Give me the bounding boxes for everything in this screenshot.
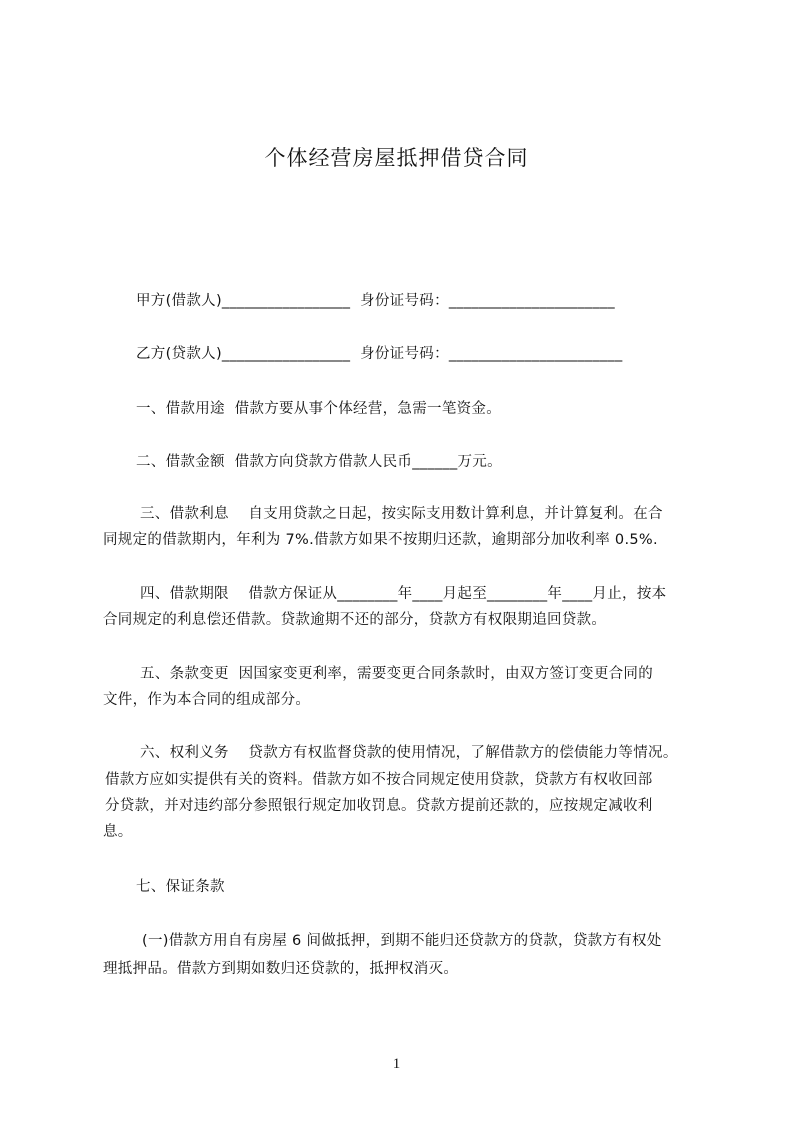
clause-6-line-1: 六、权利义务 贷款方有权监督贷款的使用情况，了解借款方的偿债能力等情况。 — [140, 745, 678, 761]
party-a-line: 甲方(借款人)_________________ 身份证号码：______________________ — [136, 293, 615, 309]
clause-4-line-1: 四、借款期限 借款方保证从________年____月起至________年____月止，按本 — [140, 586, 667, 602]
clause-7-1-line-1: (一)借款方用自有房屋 6 间做抵押，到期不能归还贷款方的贷款，贷款方有权处 — [142, 933, 662, 949]
document-title: 个体经营房屋抵押借贷合同 — [264, 146, 529, 170]
page-number: 1 — [392, 1056, 401, 1072]
clause-7-heading: 七、保证条款 — [136, 879, 225, 895]
clause-6-line-4: 息。 — [103, 824, 133, 840]
clause-1: 一、借款用途 借款方要从事个体经营，急需一笔资金。 — [136, 401, 502, 417]
clause-7-1-line-2: 理抵押品。借款方到期如数归还贷款的，抵押权消灭。 — [103, 961, 459, 977]
clause-6-line-3: 分贷款，并对违约部分参照银行规定加收罚息。贷款方提前还款的，应按规定减收利 — [105, 798, 653, 814]
clause-6-line-2: 借款方应如实提供有关的资料。借款方如不按合同规定使用贷款，贷款方有权收回部 — [105, 772, 653, 788]
clause-4-line-2: 合同规定的利息偿还借款。贷款逾期不还的部分，贷款方有权限期追回贷款。 — [103, 612, 607, 628]
clause-2: 二、借款金额 借款方向贷款方借款人民币______万元。 — [136, 454, 502, 470]
clause-3-line-2: 同规定的借款期内，年利为 7%.借款方如果不按期归还款，逾期部分加收利率 0.5%. — [103, 532, 658, 548]
clause-5-line-2: 文件，作为本合同的组成部分。 — [103, 692, 311, 708]
party-b-line: 乙方(贷款人)_________________ 身份证号码：_______________________ — [136, 346, 623, 362]
clause-3-line-1: 三、借款利息 自支用贷款之日起，按实际支用数计算利息，并计算复利。在合 — [140, 506, 663, 522]
clause-5-line-1: 五、条款变更 因国家变更利率，需要变更合同条款时，由双方签订变更合同的 — [140, 666, 654, 682]
